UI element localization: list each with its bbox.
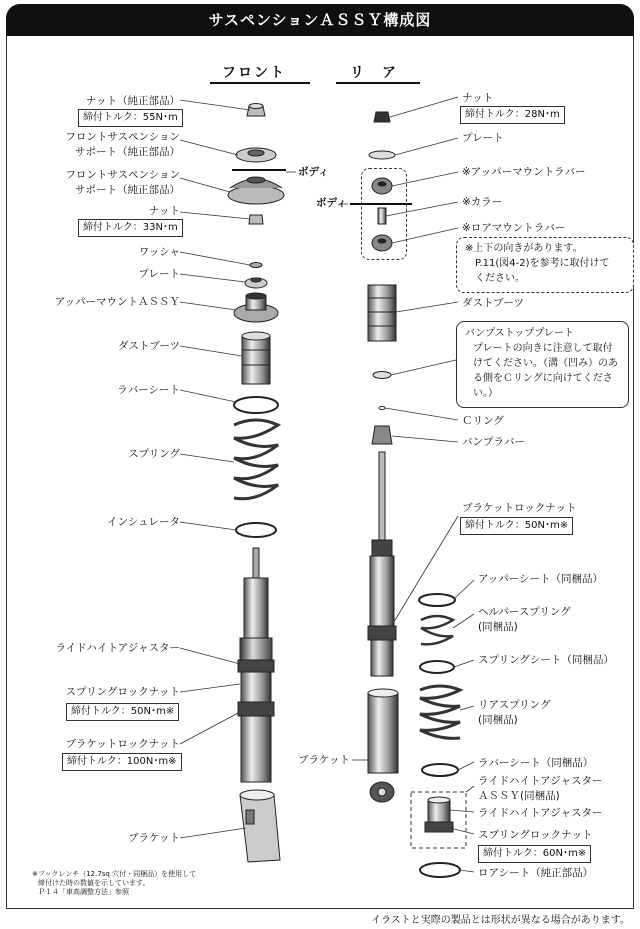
- front-nut2-torque: 締付トルク：33N･m: [78, 219, 183, 237]
- rear-bump-plate: [373, 372, 391, 379]
- rear-lower-seat-label: ロアシート（純正部品）: [478, 867, 594, 879]
- rear-heading: リ ア: [350, 65, 398, 81]
- front-ride-height-label: ライドハイトアジャスター: [55, 642, 180, 654]
- rear-damper: [368, 452, 396, 676]
- rear-spring: [420, 686, 460, 738]
- rear-bump-note-body: プレートの向きに注意して取付けてください。（溝（凹み）のある側をＣリングに向けてください。）: [473, 343, 618, 399]
- front-insulator-label: インシュレータ: [106, 516, 180, 528]
- rear-upper-seat-label: アッパーシート（同梱品）: [478, 573, 604, 585]
- page-title: サスペンションＡＳＳＹ構成図: [6, 4, 634, 36]
- front-nut-torque: 締付トルク：55N･m: [78, 109, 183, 127]
- front-dust-boot: [242, 332, 270, 384]
- rear-direction-note-line3: ください。: [475, 273, 525, 284]
- rear-bump-rubber-label: バンプラバー: [462, 436, 525, 448]
- rear-direction-note: [456, 237, 634, 293]
- front-washer: [250, 263, 262, 268]
- rear-spring-seat: [420, 661, 454, 673]
- rear-c-ring: [379, 407, 385, 410]
- rear-upper-seat: [419, 594, 455, 606]
- rear-helper-spring-label2: (同梱品): [478, 621, 518, 633]
- rear-mount-dashed-box: [361, 168, 407, 260]
- rear-dust-boot-label: ダストブーツ: [462, 297, 524, 309]
- front-support-bottom: [228, 177, 284, 204]
- rear-plate-label: プレート: [462, 132, 504, 144]
- front-bracket-lock-torque: 締付トルク：100N･m※: [62, 753, 182, 771]
- front-support2-line2: サポート（純正部品）: [75, 184, 180, 196]
- rear-rubber-seat-label: ラバーシート（同梱品）: [478, 757, 594, 769]
- rear-ride-height-adjuster: [425, 797, 453, 832]
- rear-direction-note-line1: ※上下の向きがあります。: [465, 243, 583, 254]
- rear-spring-lock-label: スプリングロックナット: [478, 829, 593, 841]
- footnote-line3: Ｐ１４「車高調整方法」参照: [38, 888, 129, 896]
- footer-disclaimer: イラストと実際の製品とは形状が異なる場合があります。: [371, 915, 630, 926]
- front-plate-label: プレート: [138, 268, 180, 280]
- front-spring: [234, 420, 278, 499]
- rear-ride-height-assy-label1: ライドハイトアジャスター: [478, 775, 603, 787]
- front-spring-label: スプリング: [128, 448, 180, 460]
- front-dust-boot-label: ダストブーツ: [118, 340, 180, 352]
- rear-nut: [374, 112, 390, 122]
- rear-ride-height-label: ライドハイトアジャスター: [478, 807, 603, 819]
- front-washer-label: ワッシャ: [138, 246, 180, 258]
- front-nut-label: ナット（純正部品）: [85, 95, 180, 107]
- rear-helper-spring: [421, 616, 453, 644]
- front-spring-lock-label: スプリングロックナット: [65, 686, 180, 698]
- rear-collar-label: ※カラー: [462, 196, 503, 208]
- rear-dust-boot: [368, 285, 396, 341]
- rear-lower-mount-rubber-label: ※ロアマウントラバー: [462, 222, 566, 234]
- rear-spring-lock-torque: 締付トルク：60N･m※: [478, 845, 591, 863]
- front-bracket-lock-label: ブラケットロックナット: [65, 738, 180, 750]
- front-spring-lock-torque: 締付トルク：50N･m※: [66, 703, 179, 721]
- front-support1-line1: フロントサスペンション: [65, 131, 180, 143]
- front-nut2-label: ナット: [148, 205, 180, 217]
- rear-spring-label1: リアスプリング: [478, 699, 551, 711]
- rear-nut-label: ナット: [462, 92, 494, 104]
- rear-upper-mount-rubber-label: ※アッパーマウントラバー: [462, 166, 586, 178]
- rear-rubber-seat: [422, 764, 458, 776]
- rear-bump-note-title: バンプストッププレート: [465, 328, 574, 339]
- front-bracket-label: ブラケット: [128, 832, 180, 844]
- footnote-line2: 締付けた時の数値を示しています。: [38, 879, 150, 887]
- front-insulator: [236, 523, 276, 537]
- rear-c-ring-label: Ｃリング: [462, 415, 504, 427]
- front-bracket: [240, 790, 280, 862]
- rear-spring-seat-label: スプリングシート（同梱品）: [478, 654, 614, 666]
- front-support-top: [236, 148, 276, 162]
- rear-bump-rubber: [372, 426, 392, 444]
- rear-direction-note-line2: P.11(図4-2)を参考に取付けて: [475, 258, 610, 269]
- rear-ride-height-assy-label2: ＡＳＳＹ(同梱品): [478, 790, 560, 802]
- rear-bump-note: [456, 321, 629, 408]
- front-plate: [245, 278, 267, 288]
- front-upper-mount-label: アッパーマウントＡＳＳＹ: [54, 296, 180, 308]
- rear-nut-torque: 締付トルク：28N･m: [460, 106, 565, 124]
- rear-plate: [369, 151, 395, 159]
- front-rubber-seat: [234, 397, 278, 413]
- rear-bracket: [368, 689, 398, 802]
- front-body-label: ボディ: [298, 166, 329, 178]
- rear-spring-label2: (同梱品): [478, 714, 518, 726]
- rear-bracket-lock-label: ブラケットロックナット: [462, 502, 577, 514]
- rear-lower-seat: [420, 863, 460, 877]
- front-damper: [238, 548, 274, 782]
- front-support1-line2: サポート（純正部品）: [75, 146, 180, 158]
- footnote-line1: ※フックレンチ（12.7sq 穴付・同梱品）を使用して: [32, 870, 197, 878]
- rear-body-label: ボディ: [316, 197, 347, 209]
- rear-bracket-lock-torque: 締付トルク：50N･m※: [460, 517, 573, 535]
- front-upper-mount: [234, 293, 278, 322]
- rear-bracket-label: ブラケット: [298, 754, 350, 766]
- front-rubber-seat-label: ラバーシート: [117, 384, 180, 396]
- rear-helper-spring-label1: ヘルパースプリング: [478, 606, 571, 618]
- front-support2-line1: フロントサスペンション: [65, 169, 180, 181]
- front-nut2: [249, 215, 263, 224]
- front-heading: フロント: [222, 65, 286, 81]
- front-leader-lines: [180, 100, 296, 838]
